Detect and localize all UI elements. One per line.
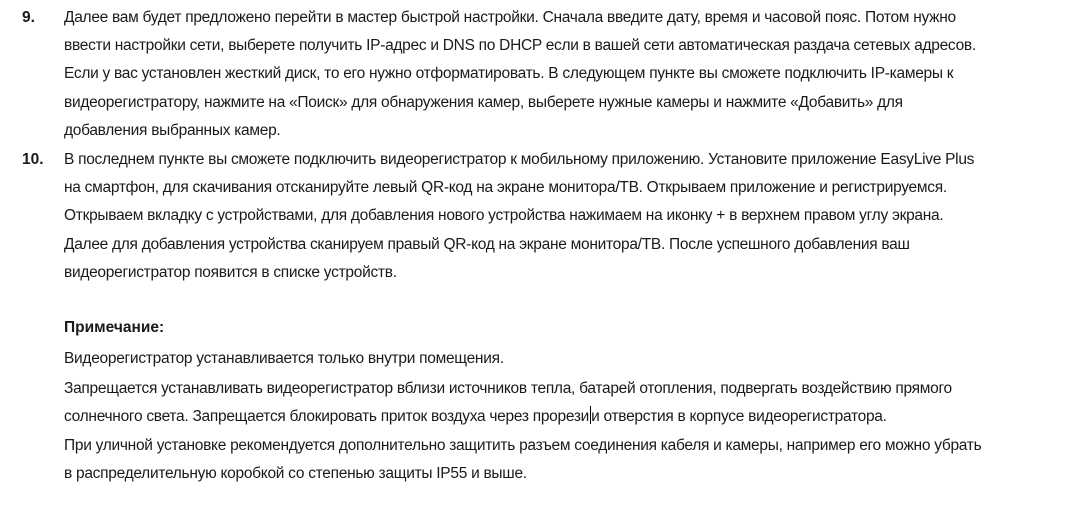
- note-line: При уличной установке рекомендуется дополнительно защитить разъем соединения кабеля и камеры, например его можно убрать: [64, 437, 982, 454]
- note-text-before-caret: солнечного света. Запрещается блокировать приток воздуха через прорези: [64, 408, 590, 425]
- paragraph-line: Открываем вкладку с устройствами, для добавления нового устройства нажимаем на иконку + в верхнем правом углу экрана.: [64, 207, 944, 225]
- note-line: Запрещается устанавливать видеорегистратор вблизи источников тепла, батарей отопления, подвергать воздействию прямого: [64, 380, 952, 397]
- note-line: в распределительную коробкой со степенью защиты IP55 и выше.: [64, 465, 527, 482]
- paragraph-line: видеорегистратор появится в списке устройств.: [64, 263, 397, 281]
- paragraph-line: В последнем пункте вы сможете подключить видеорегистратор к мобильному приложению. Установите приложение EasyLive Plus: [64, 151, 975, 168]
- note-text-after-caret: и отверстия в корпусе видеорегистратора.: [591, 408, 887, 425]
- note-heading: Примечание:: [64, 319, 165, 336]
- note-line-with-caret[interactable]: [64, 403, 887, 431]
- paragraph-line: ввести настройки сети, выберете получить IP-адрес и DNS по DHCP если в вашей сети автоматическая раздача сетевых адресов.: [64, 37, 976, 55]
- paragraph-line: Далее вам будет предложено перейти в мастер быстрой настройки. Сначала введите дату, время и часовой пояс. Потом нужно: [64, 9, 956, 26]
- paragraph-line: на смартфон, для скачивания отсканируйте левый QR-код на экране монитора/ТВ. Открываем приложение и регистрируемся.: [64, 179, 947, 197]
- paragraph-line: видеорегистратору, нажмите на «Поиск» для обнаружения камер, выберете нужные камеры и нажмите «Добавить» для: [64, 93, 903, 111]
- list-number: 9.: [22, 9, 35, 26]
- list-number: 10.: [22, 151, 44, 168]
- paragraph-line: Далее для добавления устройства сканируем правый QR-код на экране монитора/ТВ. После успешного добавления ваш: [64, 235, 910, 253]
- paragraph-line: добавления выбранных камер.: [64, 121, 281, 139]
- paragraph-line: Если у вас установлен жесткий диск, то его нужно отформатировать. В следующем пункте вы сможете подключить IP-камеры к: [64, 65, 954, 83]
- note-line: Видеорегистратор устанавливается только внутри помещения.: [64, 350, 504, 367]
